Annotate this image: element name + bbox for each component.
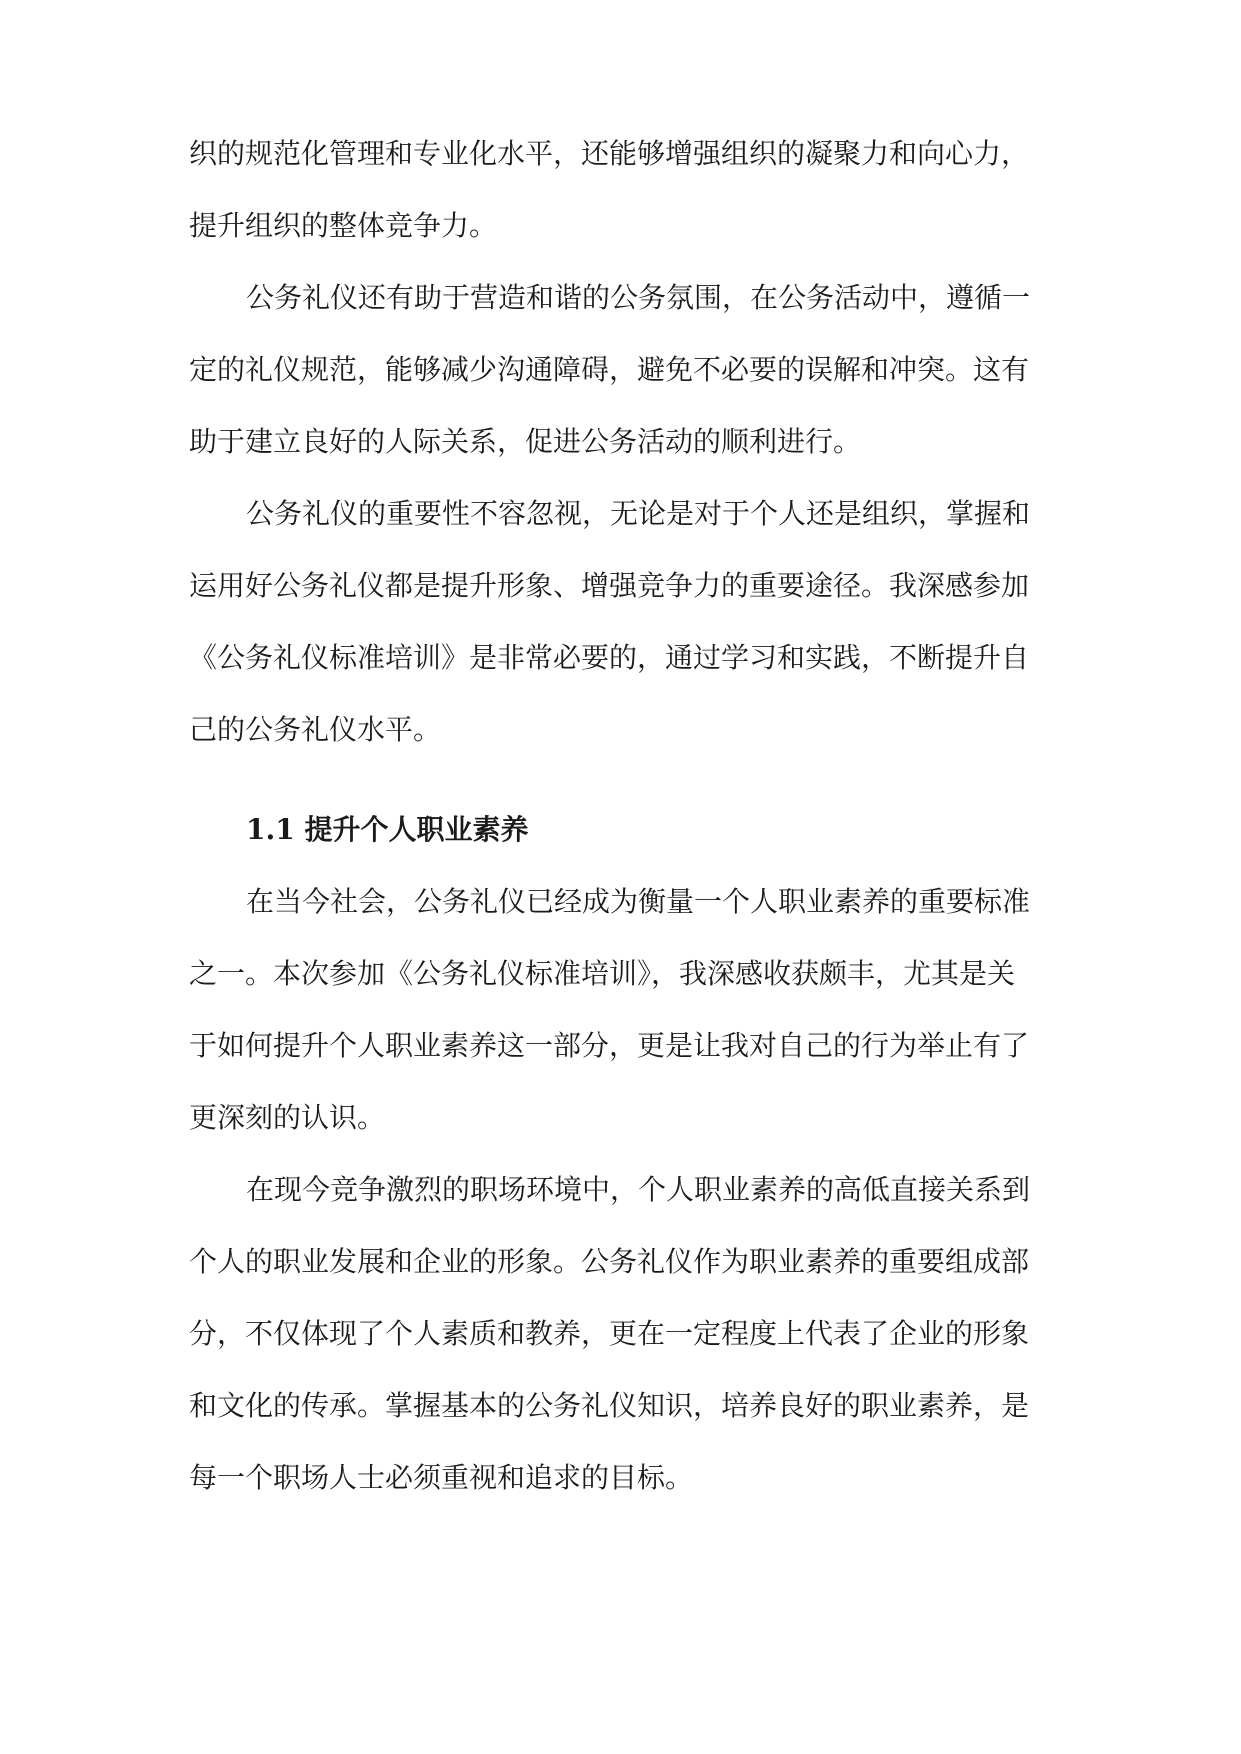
paragraph-4-line-3: 于如何提升个人职业素养这一部分，更是让我对自己的行为举止有了 [189, 1029, 1030, 1062]
paragraph-5-line-5: 每一个职场人士必须重视和追求的目标。 [189, 1461, 694, 1494]
paragraph-1-line-1: 织的规范化管理和专业化水平，还能够增强组织的凝聚力和向心力， [189, 137, 1030, 170]
paragraph-2-line-3: 助于建立良好的人际关系，促进公务活动的顺利进行。 [189, 425, 862, 458]
paragraph-3-line-3: 《公务礼仪标准培训》是非常必要的，通过学习和实践，不断提升自 [189, 641, 1030, 674]
paragraph-4-line-1: 在当今社会，公务礼仪已经成为衡量一个人职业素养的重要标准 [246, 885, 1031, 918]
paragraph-5-line-3: 分，不仅体现了个人素质和教养，更在一定程度上代表了企业的形象 [189, 1317, 1030, 1350]
paragraph-2-line-2: 定的礼仪规范，能够减少沟通障碍，避免不必要的误解和冲突。这有 [189, 353, 1030, 386]
section-heading: 1.1 提升个人职业素养 [246, 813, 529, 846]
paragraph-3-line-4: 己的公务礼仪水平。 [189, 713, 442, 746]
paragraph-5-line-2: 个人的职业发展和企业的形象。公务礼仪作为职业素养的重要组成部 [189, 1245, 1030, 1278]
paragraph-2-line-1: 公务礼仪还有助于营造和谐的公务氛围，在公务活动中，遵循一 [246, 281, 1031, 314]
paragraph-3-line-2: 运用好公务礼仪都是提升形象、增强竞争力的重要途径。我深感参加 [189, 569, 1030, 602]
paragraph-4-line-2: 之一。本次参加《公务礼仪标准培训》，我深感收获颇丰，尤其是关 [189, 957, 1016, 990]
paragraph-5-line-4: 和文化的传承。掌握基本的公务礼仪知识，培养良好的职业素养，是 [189, 1389, 1030, 1422]
paragraph-4-line-4: 更深刻的认识。 [189, 1101, 386, 1134]
paragraph-5-line-1: 在现今竞争激烈的职场环境中，个人职业素养的高低直接关系到 [246, 1173, 1031, 1206]
paragraph-1-line-2: 提升组织的整体竞争力。 [189, 209, 498, 242]
paragraph-3-line-1: 公务礼仪的重要性不容忽视，无论是对于个人还是组织，掌握和 [246, 497, 1031, 530]
